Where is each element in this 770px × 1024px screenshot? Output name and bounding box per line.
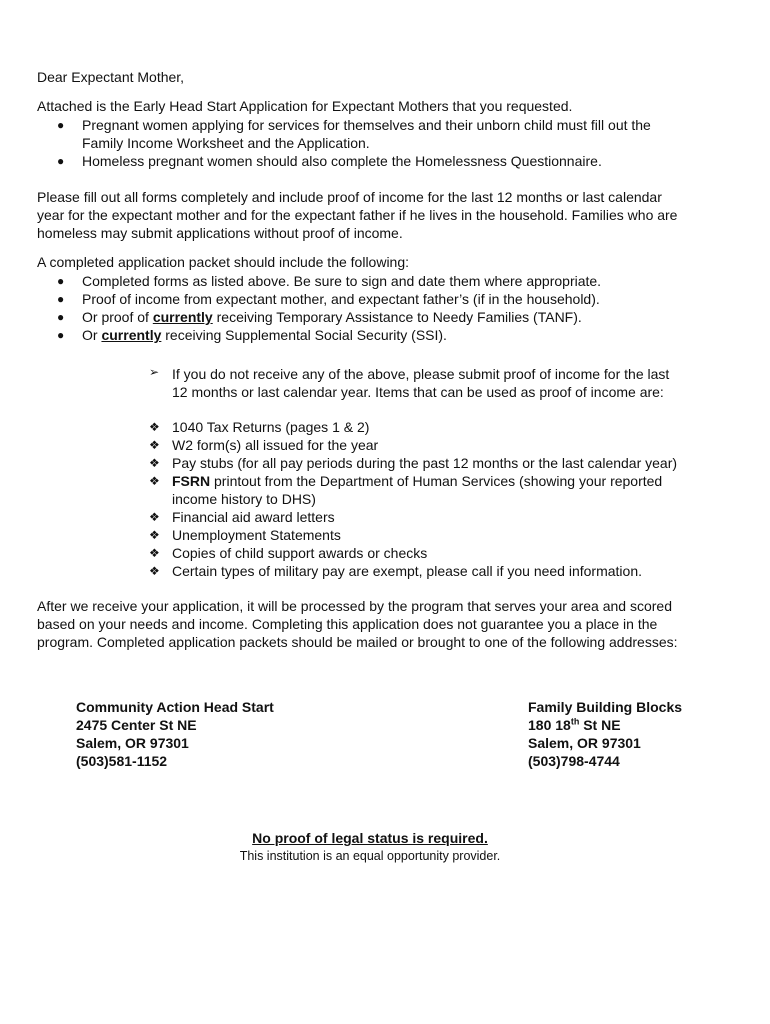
list-item: ❖ 1040 Tax Returns (pages 1 & 2): [149, 419, 370, 435]
list-item: ❖ Financial aid award letters: [149, 509, 335, 525]
list-item: ❖ Copies of child support awards or checks: [149, 545, 428, 561]
diamond-bullet-icon: ❖: [149, 420, 160, 434]
list-item: ● Or currently receiving Supplemental Social Security (SSI).: [57, 327, 447, 343]
equal-opportunity-notice: This institution is an equal opportunity provider.: [239, 849, 501, 863]
list-item: ❖ W2 form(s) all issued for the year: [149, 437, 379, 453]
bullet-dot-icon: ●: [57, 274, 65, 288]
bullet-dot-icon: ●: [57, 328, 65, 342]
intro-text: Attached is the Early Head Start Application for Expectant Mothers that you requested.: [37, 98, 573, 114]
packet-heading: A completed application packet should include the following:: [37, 254, 410, 270]
address-family-building-blocks: Family Building Blocks 180 18th St NE Salem, OR 97301 (503)798-4744: [528, 699, 683, 769]
greeting: Dear Expectant Mother,: [37, 69, 185, 85]
alternate-proof-note: ➢ If you do not receive any of the above, please submit proof of income for the last 12 months or last calendar year. Items that can be used as proof of income are:: [149, 365, 670, 400]
list-item: ❖ Unemployment Statements: [149, 527, 341, 543]
arrow-bullet-icon: ➢: [149, 365, 160, 379]
diamond-bullet-icon: ❖: [149, 510, 160, 524]
list-item: ❖ Pay stubs (for all pay periods during the past 12 months or the last calendar year): [149, 455, 678, 471]
list-item: ● Pregnant women applying for services for themselves and their unborn child must fill out the Family Income Worksheet and the Application.: [57, 117, 651, 151]
bullet-dot-icon: ●: [57, 292, 65, 306]
proof-instructions-paragraph: Please fill out all forms completely and include proof of income for the last 12 months or last calendar year for the expectant mother and for the expectant father if he lives in the household. Families who are homeless may submit applications without proof of income.: [37, 189, 678, 241]
requirements-list: [37, 116, 737, 170]
list-item: ❖ FSRN printout from the Department of Human Services (showing your reported income history to DHS): [149, 473, 663, 507]
list-item: ● Or proof of currently receiving Temporary Assistance to Needy Families (TANF).: [57, 309, 582, 325]
diamond-bullet-icon: ❖: [149, 564, 160, 578]
list-item: ● Homeless pregnant women should also complete the Homelessness Questionnaire.: [57, 153, 602, 169]
diamond-bullet-icon: ❖: [149, 438, 160, 452]
list-item: ❖ Certain types of military pay are exempt, please call if you need information.: [149, 563, 643, 579]
proof-of-income-list: [149, 418, 732, 580]
list-item: ● Completed forms as listed above. Be sure to sign and date them where appropriate.: [57, 273, 602, 289]
bullet-dot-icon: ●: [57, 154, 65, 168]
legal-status-notice: No proof of legal status is required.: [252, 830, 488, 846]
address-community-action: Community Action Head Start 2475 Center St NE Salem, OR 97301 (503)581-1152: [76, 699, 274, 769]
packet-contents-list: [37, 272, 737, 344]
diamond-bullet-icon: ❖: [149, 546, 160, 560]
bullet-dot-icon: ●: [57, 118, 65, 132]
diamond-bullet-icon: ❖: [149, 528, 160, 542]
processing-paragraph: After we receive your application, it will be processed by the program that serves your area and scored based on your needs and income. Completing this application does not guarantee you a place in the program. Completed application packets should be mailed or brought to one of the following addresses:: [37, 598, 678, 650]
diamond-bullet-icon: ❖: [149, 474, 160, 488]
bullet-dot-icon: ●: [57, 310, 65, 324]
list-item: ● Proof of income from expectant mother, and expectant father’s (if in the household).: [57, 291, 600, 307]
diamond-bullet-icon: ❖: [149, 456, 160, 470]
